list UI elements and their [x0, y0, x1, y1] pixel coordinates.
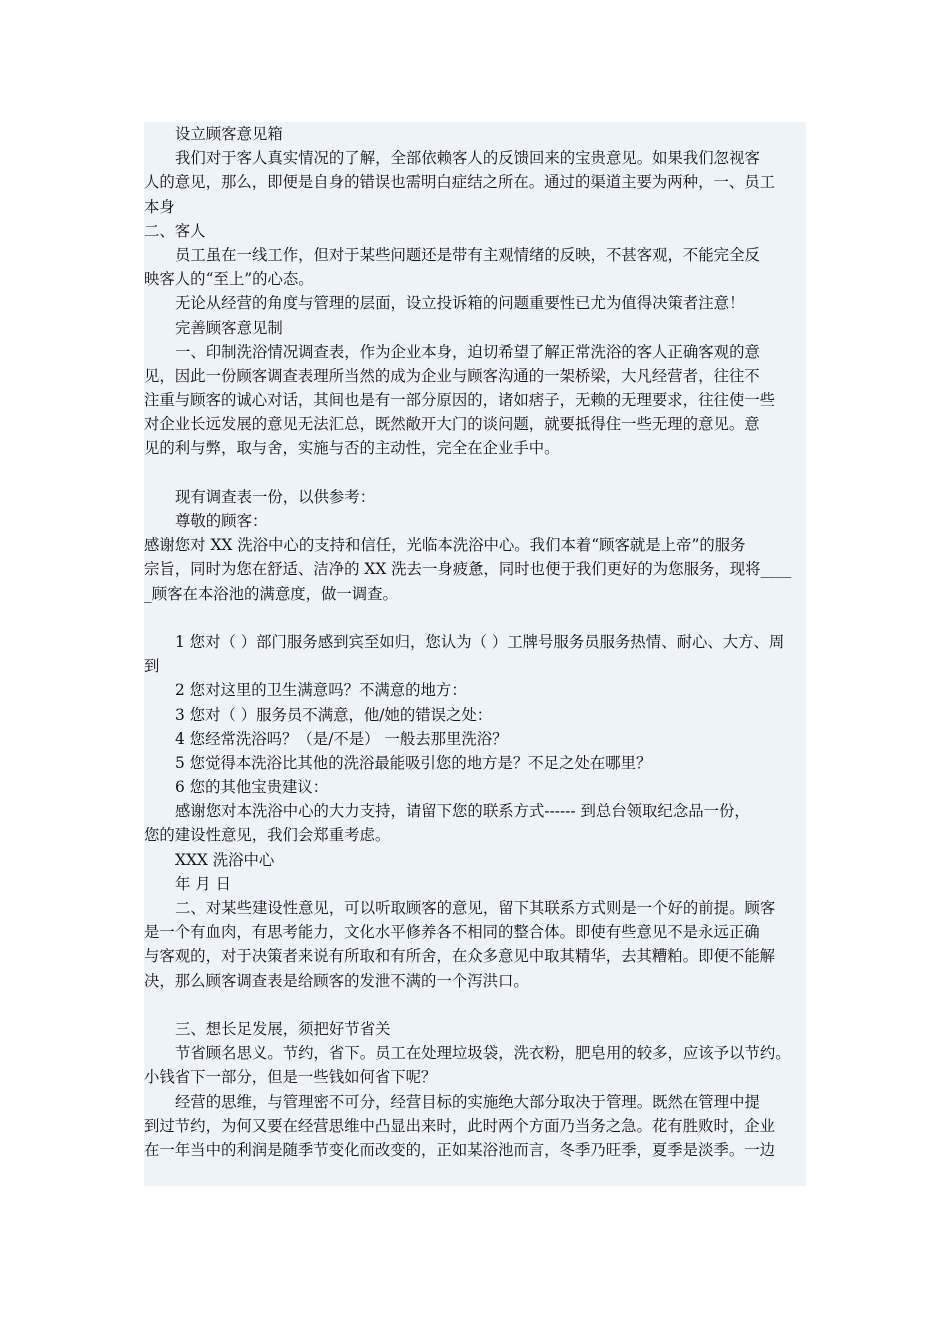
text-line: _顾客在本浴池的满意度，做一调查。: [144, 584, 398, 603]
text-line: 对企业长远发展的意见无法汇总，既然敞开大门的谈问题，就要抵得住一些无理的意见。意: [144, 415, 760, 434]
text-line: 无论从经营的角度与管理的层面，设立投诉箱的问题重要性已尤为值得决策者注意！: [175, 294, 745, 313]
text-line: 5 您觉得本洗浴比其他的洗浴最能吸引您的地方是？不足之处在哪里？: [175, 753, 652, 772]
text-line: 一、印制洗浴情况调查表，作为企业本身，迫切希望了解正常洗浴的客人正确客观的意: [175, 342, 760, 361]
text-line: 完善顾客意见制: [175, 318, 283, 337]
blank-line: [144, 606, 806, 630]
text-line: 经营的思维，与管理密不可分，经营目标的实施绝大部分取决于管理。既然在管理中提: [175, 1092, 760, 1111]
text-line: 3 您对（ ）服务员不满意，他/她的错误之处：: [175, 705, 493, 724]
text-line: 2 您对这里的卫生满意吗？不满意的地方：: [175, 681, 467, 700]
text-line: 映客人的“至上”的心态。: [144, 270, 314, 289]
text-line: 与客观的，对于决策者来说有所取和有所舍，在众多意见中取其精华，去其糟粕。即便不能解: [144, 947, 776, 966]
text-line: XXX 洗浴中心: [175, 850, 275, 869]
document-text-area: [144, 122, 806, 1186]
text-line: 到: [144, 657, 160, 676]
text-line: 二、对某些建设性意见，可以听取顾客的意见，留下其联系方式则是一个好的前提。顾客: [175, 899, 776, 917]
text-line: 员工虽在一线工作，但对于某些问题还是带有主观情绪的反映，不甚客观，不能完全反: [175, 245, 760, 264]
text-line: 年 月 日: [175, 874, 231, 893]
text-line: 是一个有血肉，有思考能力，文化水平修养各不相同的整合体。即使有些意见不是永远正确: [144, 923, 760, 942]
text-line: 二、客人: [144, 221, 206, 240]
text-line: 感谢您对 XX 洗浴中心的支持和信任，光临本洗浴中心。我们本着“顾客就是上帝”的服务: [144, 536, 746, 555]
text-line: 尊敬的顾客：: [175, 512, 268, 530]
text-line: 节省顾名思义。节约，省下。员工在处理垃圾袋，洗衣粉，肥皂用的较多，应该予以节约。: [175, 1044, 791, 1063]
text-line: 6 您的其他宝贵建议：: [175, 778, 329, 797]
text-line: 您的建设性意见，我们会郑重考虑。: [144, 826, 391, 845]
text-line: 宗旨，同时为您在舒适、洁净的 XX 洗去一身疲惫，同时也便于我们更好的为您服务，现将____: [144, 560, 792, 579]
text-line: 在一年当中的利润是随季节变化而改变的，正如某浴池而言，冬季乃旺季，夏季是淡季。一边: [144, 1140, 776, 1159]
text-line: 小钱省下一部分，但是一些钱如何省下呢？: [144, 1068, 437, 1087]
text-line: 三、想长足发展，须把好节省关: [175, 1019, 391, 1038]
text-line: 我们对于客人真实情况的了解，全部依赖客人的反馈回来的宝贵意见。如果我们忽视客: [175, 149, 760, 168]
text-line: 到过节约，为何又要在经营思维中凸显出来时，此时两个方面乃当务之急。花有胜败时，企业: [144, 1116, 776, 1135]
text-line: 4 您经常洗浴吗？（是/不是） 一般去那里洗浴？: [175, 729, 508, 748]
text-line: 见的利与弊，取与舍，实施与否的主动性，完全在企业手中。: [144, 439, 560, 458]
text-line: 感谢您对本洗浴中心的大力支持，请留下您的联系方式------ 到总台领取纪念品一份，: [175, 802, 750, 821]
text-line: 见，因此一份顾客调查表理所当然的成为企业与顾客沟通的一架桥梁，大凡经营者，往往不: [144, 366, 760, 385]
text-line: 决，那么顾客调查表是给顾客的发泄不满的一个泻洪口。: [144, 971, 529, 990]
text-line: 1 您对（ ）部门服务感到宾至如归，您认为（ ）工牌号服务员服务热情、耐心、大方、周: [175, 632, 785, 651]
text-line: 设立顾客意见箱: [175, 125, 283, 143]
blank-line: [144, 993, 806, 1017]
text-line: 现有调查表一份，以供参考：: [175, 487, 376, 506]
text-line: 人的意见，那么，即便是自身的错误也需明白症结之所在。通过的渠道主要为两种，一、员工: [144, 173, 776, 192]
text-line: 本身: [144, 197, 175, 216]
text-line: 注重与顾客的诚心对话，其间也是有一部分原因的，诸如痞子，无赖的无理要求，往往使一些: [144, 391, 776, 410]
blank-line: [144, 461, 806, 485]
